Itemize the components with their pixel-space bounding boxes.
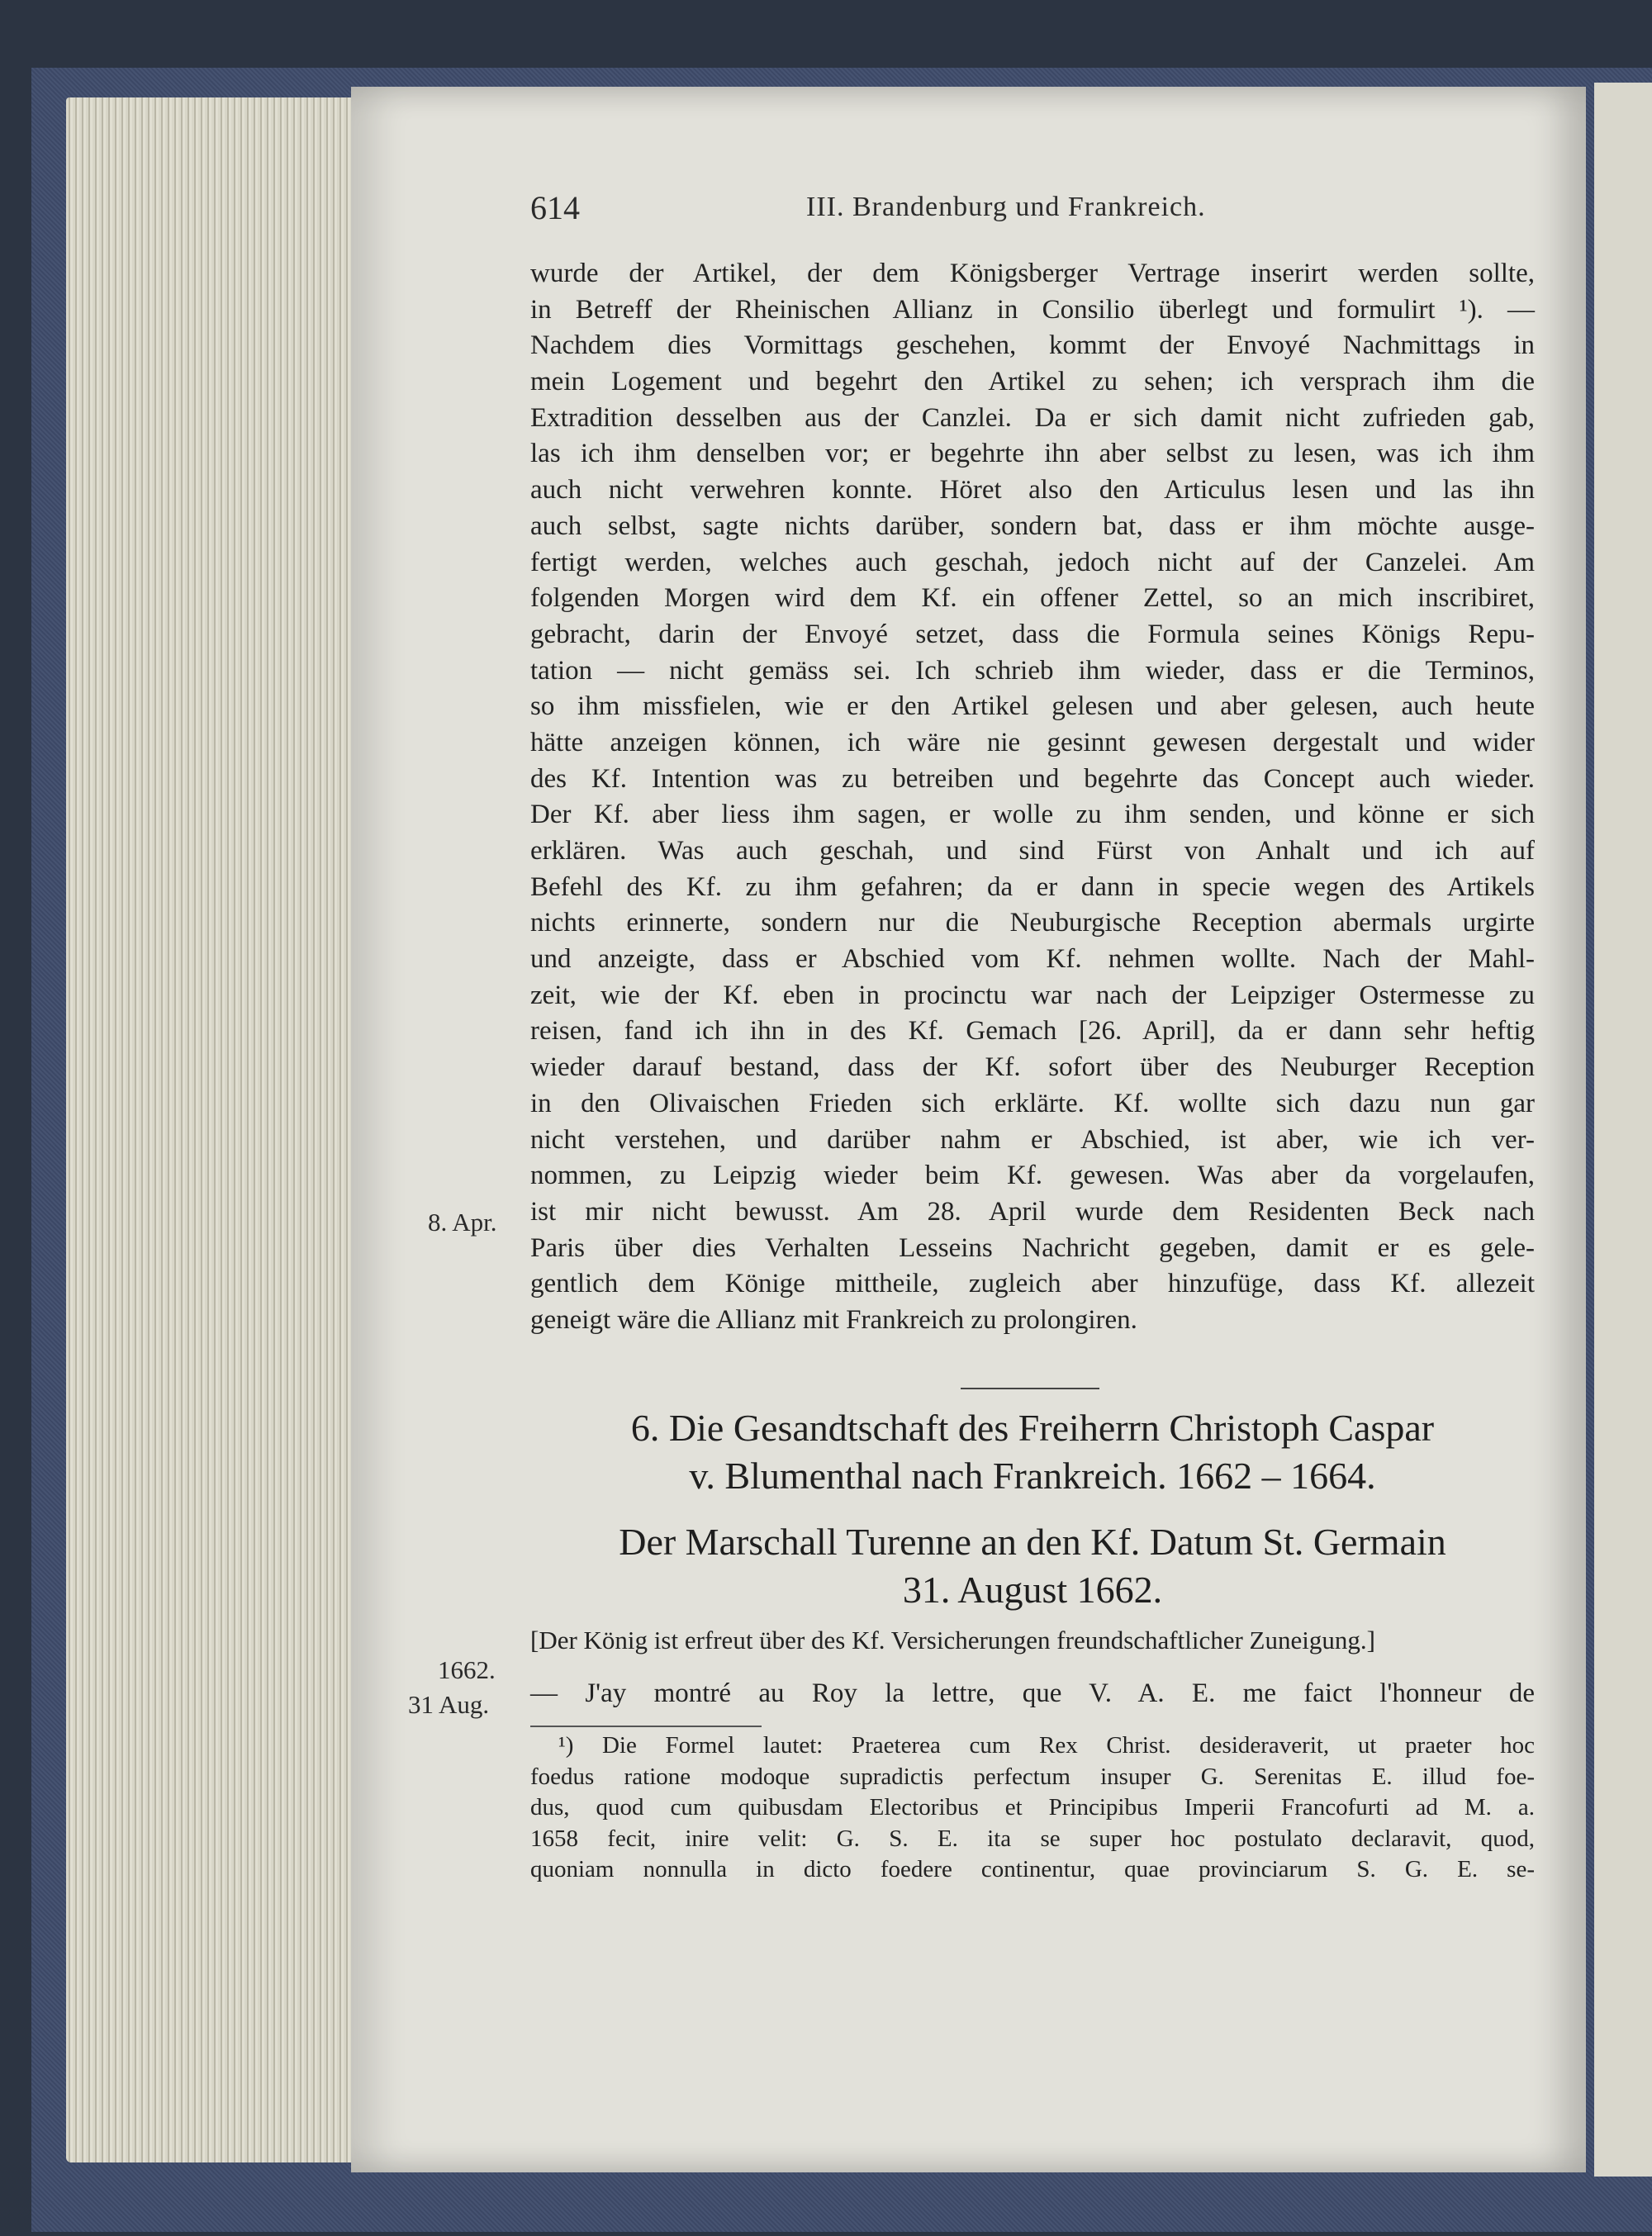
section-heading xyxy=(530,1404,1535,1500)
letter-opening: — J'ay montré au Roy la lettre, que V. A. E. me faict l'honneur de xyxy=(530,1678,1535,1708)
body-line: gentlich dem Könige mittheile, zugleich aber hinzufüge, dass Kf. allezeit xyxy=(530,1269,1535,1299)
body-line: nommen, zu Leipzig wieder beim Kf. gewesen. Was aber da vorgelaufen, xyxy=(530,1161,1535,1191)
document-heading-line: Der Marschall Turenne an den Kf. Datum St. Germain xyxy=(619,1521,1446,1563)
section-heading-line: v. Blumenthal nach Frankreich. 1662 – 1664. xyxy=(689,1455,1376,1497)
section-divider xyxy=(961,1388,1099,1389)
margin-note-date: 31 Aug. xyxy=(408,1690,490,1719)
body-line: wurde der Artikel, der dem Königsberger Vertrage inserirt werden sollte, xyxy=(530,259,1535,288)
facing-page-edge xyxy=(1594,83,1652,2177)
page-number: 614 xyxy=(530,189,580,226)
body-line: in Betreff der Rheinischen Allianz in Consilio überlegt und formulirt ¹). — xyxy=(530,294,1535,325)
body-line: auch selbst, sagte nichts darüber, sondern bat, dass er ihm möchte ausge- xyxy=(530,510,1535,541)
document-heading xyxy=(530,1518,1535,1614)
body-line: auch nicht verwehren konnte. Höret also den Articulus lesen und las ihn xyxy=(530,475,1535,506)
body-line: des Kf. Intention was zu betreiben und begehrte das Concept auch wieder. xyxy=(530,763,1535,794)
body-line: Paris über dies Verhalten Lesseins Nachricht gegeben, damit er es gele- xyxy=(530,1232,1535,1263)
footnote-line: ¹) Die Formel lautet: Praeterea cum Rex Christ. desideraverit, ut praeter hoc xyxy=(558,1732,1535,1759)
footnote-divider xyxy=(530,1726,762,1727)
footnote-line: quoniam nonnulla in dicto foedere continentur, quae provinciarum S. G. E. se- xyxy=(530,1856,1535,1882)
body-line: wieder darauf bestand, dass der Kf. sofort über des Neuburger Reception xyxy=(530,1052,1535,1083)
footnote-line: 1658 fecit, inire velit: G. S. E. ita se super hoc postulato declaravit, quod, xyxy=(530,1825,1535,1852)
body-line: nichts erinnerte, sondern nur die Neuburgische Reception abermals urgirte xyxy=(530,908,1535,938)
body-line: mein Logement und begehrt den Artikel zu sehen; ich versprach ihm die xyxy=(530,367,1535,397)
document-heading-line: 31. August 1662. xyxy=(902,1569,1163,1611)
body-line: Extradition desselben aus der Canzlei. Da er sich damit nicht zufrieden gab, xyxy=(530,402,1535,433)
document-summary: [Der König ist erfreut über des Kf. Versicherungen freundschaftlicher Zuneigung.] xyxy=(530,1626,1375,1654)
body-line: in den Olivaischen Frieden sich erklärte. Kf. wollte sich dazu nun gar xyxy=(530,1088,1535,1118)
body-line: erklären. Was auch geschah, und sind Fürst von Anhalt und ich auf xyxy=(530,836,1535,866)
body-line: las ich ihm denselben vor; er begehrte ihn aber selbst zu lesen, was ich ihm xyxy=(530,439,1535,469)
body-line: Der Kf. aber liess ihm sagen, er wolle zu ihm senden, und könne er sich xyxy=(530,800,1535,830)
body-line: zeit, wie der Kf. eben in procinctu war nach der Leipziger Ostermesse zu xyxy=(530,980,1535,1010)
margin-note-date: 8. Apr. xyxy=(428,1208,497,1237)
page-stack-edge xyxy=(66,97,357,2162)
section-heading-line: 6. Die Gesandtschaft des Freiherrn Christoph Caspar xyxy=(630,1407,1435,1449)
body-line: so ihm missfielen, wie er den Artikel gelesen und aber gelesen, auch heute xyxy=(530,691,1535,722)
body-line: reisen, fand ich ihn in des Kf. Gemach [26. April], da er dann sehr heftig xyxy=(530,1016,1535,1047)
running-head: III. Brandenburg und Frankreich. xyxy=(806,192,1206,222)
body-line: nicht verstehen, und darüber nahm er Abschied, ist aber, wie ich ver- xyxy=(530,1124,1535,1155)
body-line: und anzeigte, dass er Abschied vom Kf. nehmen wollte. Nach der Mahl- xyxy=(530,944,1535,975)
body-line: Befehl des Kf. zu ihm gefahren; da er dann in specie wegen des Artikels xyxy=(530,871,1535,902)
body-line: geneigt wäre die Allianz mit Frankreich zu prolongiren. xyxy=(530,1304,1137,1335)
margin-note-year: 1662. xyxy=(438,1655,496,1684)
body-text xyxy=(530,256,1535,1339)
body-line: tation — nicht gemäss sei. Ich schrieb ihm wieder, dass er die Terminos, xyxy=(530,655,1535,686)
body-line: hätte anzeigen können, ich wäre nie gesinnt gewesen dergestalt und wider xyxy=(530,727,1535,757)
body-line: folgenden Morgen wird dem Kf. ein offener Zettel, so an mich inscribiret, xyxy=(530,583,1535,614)
footnote xyxy=(530,1730,1535,1886)
body-line: fertigt werden, welches auch geschah, jedoch nicht auf der Canzelei. Am xyxy=(530,547,1535,577)
body-line: Nachdem dies Vormittags geschehen, kommt der Envoyé Nachmittags in xyxy=(530,330,1535,361)
footnote-line: foedus ratione modoque supradictis perfectum insuper G. Serenitas E. illud foe- xyxy=(530,1763,1535,1790)
page-header xyxy=(530,188,1546,226)
body-line: ist mir nicht bewusst. Am 28. April wurde dem Residenten Beck nach xyxy=(530,1196,1535,1227)
footnote-line: dus, quod cum quibusdam Electoribus et Principibus Imperii Francofurti ad M. a. xyxy=(530,1794,1535,1821)
body-line: gebracht, darin der Envoyé setzet, dass die Formula seines Königs Repu- xyxy=(530,619,1535,649)
